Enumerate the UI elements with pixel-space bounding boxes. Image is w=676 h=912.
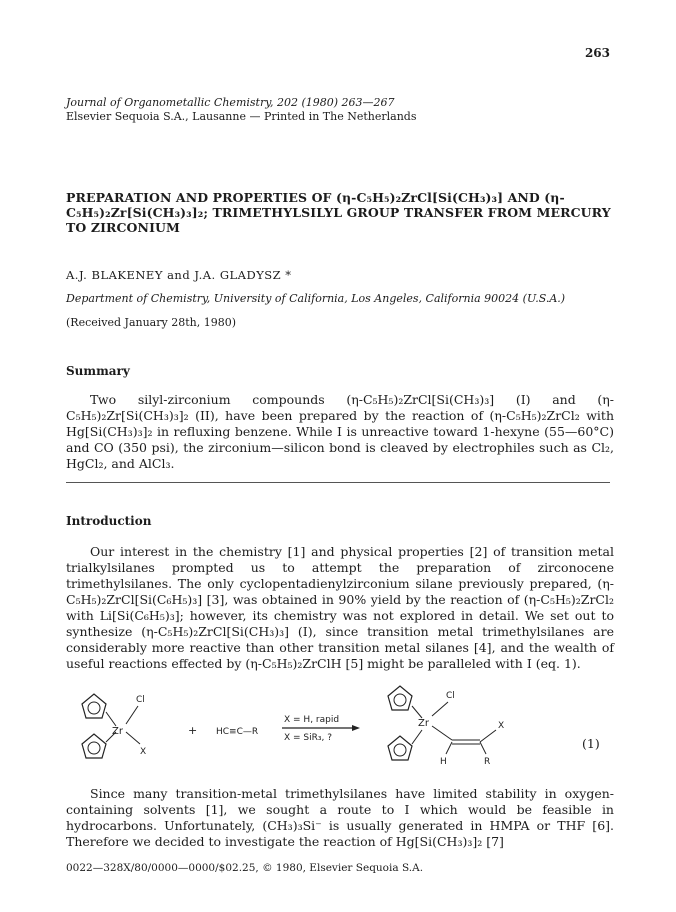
x-label-left: X — [140, 747, 147, 757]
journal-line-1: Journal of Organometallic Chemistry, 202 (1980) 263—267 — [66, 96, 395, 109]
introduction-heading: Introduction — [66, 514, 152, 528]
r-label-right: R — [484, 757, 491, 767]
journal-citation — [66, 96, 626, 124]
introduction-paragraph-2 — [66, 786, 614, 850]
intro-para-2-text: Since many transition-metal trimethylsilanes have limited stability in oxygen-containing solvents [1], we sought a route to I which would be feasible in hydrocarbons. Unfortunately, (CH₃)₃Si⁻ is usually generated in HMPA or THF [6]. Therefore we decided to investigate the reaction of Hg[Si(CH₃)₃]₂ [7] — [66, 786, 614, 849]
summary-paragraph: Two silyl-zirconium compounds (η-C₅H₅)₂ZrCl[Si(CH₃)₃] (I) and (η-C₅H₅)₂Zr[Si(CH₃)₃]₂ (II), have been prepared by the reaction of (η-C₅H₅)₂ZrCl₂ with Hg[Si(CH₃)₃]₂ in refluxing benzene. While I is unreactive toward 1-hexyne (55—60°C) and CO (350 psi), the zirconium—silicon bond is cleaved by electrophiles such as Cl₂, HgCl₂, and AlCl₃. — [66, 392, 614, 471]
zr-label-right: Zr — [418, 718, 429, 729]
zirconocene-left — [82, 694, 146, 758]
affiliation: Department of Chemistry, University of California, Los Angeles, California 90024 (U.S.A.) — [66, 292, 566, 305]
alkyne-label: HC≡C—R — [216, 727, 259, 737]
summary-heading: Summary — [66, 364, 130, 378]
intro-para-1-text: Our interest in the chemistry [1] and physical properties [2] of transition metal trialkylsilanes prompted us to attempt the preparation of zirconocene trimethylsilanes. The only cyclopentadienylzirconium silane previously prepared, (η-C₅H₅)₂ZrCl[Si(C₆H₅)₃] [3], was obtained in 90% yield by the reaction of (η-C₅H₅)₂ZrCl₂ with Li[Si(C₆H₅)₃]; however, its chemistry was not explored in detail. We set out to synthesize (η-C₅H₅)₂ZrCl[Si(CH₃)₃] (I), since transition metal trimethylsilanes are considerably more reactive than other transition metal silanes [4], and the wealth of useful reactions effected by (η-C₅H₅)₂ZrClH [5] might be paralleled with I (eq. 1). — [66, 544, 614, 671]
authors: A.J. BLAKENEY and J.A. GLADYSZ * — [66, 268, 292, 282]
cl-label-right: Cl — [446, 691, 455, 701]
page-number: 263 — [584, 46, 610, 60]
condition-top: X = H, rapid — [284, 715, 340, 725]
reaction-scheme — [76, 682, 596, 778]
condition-bottom: X = SiR₃, ? — [284, 733, 333, 743]
journal-line-2: Elsevier Sequoia S.A., Lausanne — Printed in The Netherlands — [66, 110, 417, 123]
summary-text — [66, 392, 614, 472]
h-label-right: H — [440, 757, 447, 767]
cl-label-left: Cl — [136, 695, 145, 705]
reaction-arrow — [282, 715, 360, 743]
introduction-paragraph-1 — [66, 544, 614, 672]
x-label-right: X — [498, 721, 505, 731]
equation-number: (1) — [582, 736, 600, 751]
received-date: (Received January 28th, 1980) — [66, 316, 236, 329]
footer-copyright: 0022—328X/80/0000—0000/$02.25, © 1980, Elsevier Sequoia S.A. — [66, 862, 424, 874]
zr-label-left: Zr — [112, 726, 123, 737]
plus-sign: + — [188, 724, 198, 737]
zirconocene-product — [388, 686, 504, 767]
divider — [66, 482, 610, 483]
article-title: PREPARATION AND PROPERTIES OF (η-C₅H₅)₂ZrCl[Si(CH₃)₃] AND (η-C₅H₅)₂Zr[Si(CH₃)₃]₂; TRIMETHYLSILYL GROUP TRANSFER FROM MERCURY TO ZIRCONIUM — [66, 190, 611, 235]
